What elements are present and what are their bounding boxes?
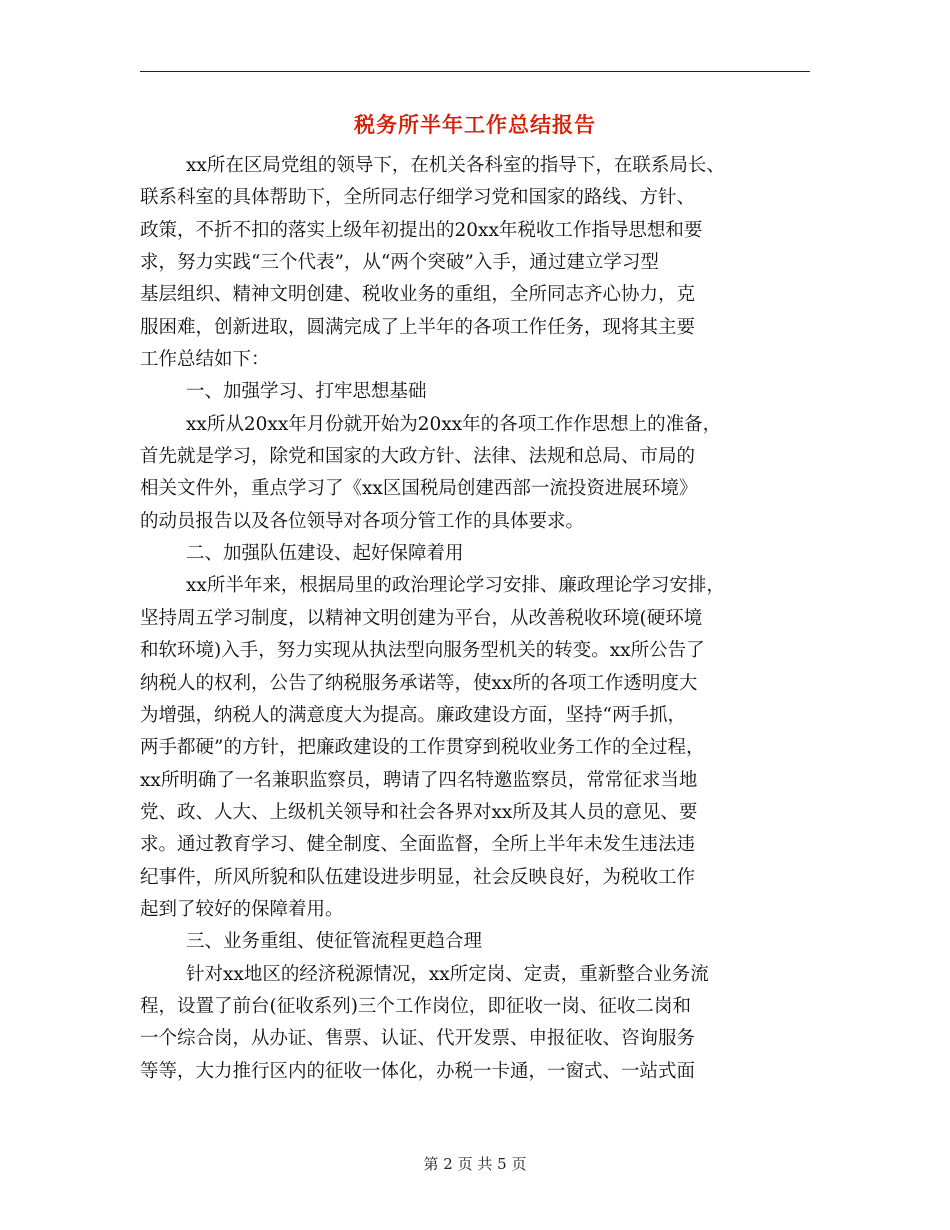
text-line: 首先就是学习，除党和国家的大政方针、法律、法规和总局、市局的 — [140, 446, 696, 468]
text-line: 求。通过教育学习、健全制度、全面监督，全所上半年未发生违法违 — [140, 834, 696, 856]
page-footer: 第 2 页 共 5 页 — [423, 1155, 527, 1173]
section-heading: 一、加强学习、打牢思想基础 — [186, 381, 427, 403]
text-line: 为增强，纳税人的满意度大为提高。廉政建设方面，坚持“两手抓， — [140, 704, 686, 726]
text-line: xx所半年来，根据局里的政治理论学习安排、廉政理论学习安排， — [186, 575, 725, 597]
text-line: xx所明确了一名兼职监察员，聘请了四名特邀监察员，常常征求当地 — [140, 769, 698, 791]
text-line: 纪事件，所风所貌和队伍建设进步明显，社会反映良好，为税收工作 — [140, 866, 696, 888]
text-line: 两手都硬”的方针，把廉政建设的工作贯穿到税收业务工作的全过程， — [140, 737, 705, 759]
text-line: 相关文件外，重点学习了《xx区国税局创建西部一流投资进展环境》 — [140, 478, 698, 500]
text-line: xx所在区局党组的领导下，在机关各科室的指导下，在联系局长、 — [186, 155, 725, 176]
text-line: 纳税人的权利，公告了纳税服务承诺等，使xx所的各项工作透明度大 — [140, 672, 698, 694]
text-line: 基层组织、精神文明创建、税收业务的重组，全所同志齐心协力，克 — [140, 284, 696, 306]
header-rule — [140, 71, 810, 72]
document-title: 税务所半年工作总结报告 — [354, 113, 596, 137]
text-line: 一个综合岗，从办证、售票、认证、代开发票、申报征收、咨询服务 — [140, 1028, 696, 1050]
document-body — [140, 150, 810, 1088]
text-line: 服困难，创新进取，圆满完成了上半年的各项工作任务，现将其主要 — [140, 316, 696, 338]
text-line: 工作总结如下： — [140, 349, 270, 371]
section-heading: 三、业务重组、使征管流程更趋合理 — [186, 931, 483, 953]
text-line: 等等，大力推行区内的征收一体化，办税一卡通，一窗式、一站式面 — [140, 1060, 696, 1082]
text-line: 政策，不折不扣的落实上级年初提出的20xx年税收工作指导思想和要 — [140, 219, 703, 241]
section-heading: 二、加强队伍建设、起好保障着用 — [186, 543, 464, 565]
text-line: 和软环境)入手，努力实现从执法型向服务型机关的转变。xx所公告了 — [140, 640, 705, 662]
text-line: 针对xx地区的经济税源情况，xx所定岗、定责，重新整合业务流 — [186, 963, 709, 985]
text-line: xx所从20xx年月份就开始为20xx年的各项工作作思想上的准备， — [186, 413, 722, 435]
text-line: 联系科室的具体帮助下，全所同志仔细学习党和国家的路线、方针、 — [140, 187, 696, 209]
text-line: 党、政、人大、上级机关领导和社会各界对xx所及其人员的意见、要 — [140, 801, 698, 823]
text-line: 起到了较好的保障着用。 — [140, 898, 344, 920]
text-line: 程，设置了前台(征收系列)三个工作岗位，即征收一岗、征收二岗和 — [140, 995, 691, 1017]
text-line: 的动员报告以及各位领导对各项分管工作的具体要求。 — [140, 510, 585, 532]
text-line: 求，努力实践“三个代表”，从“两个突破”入手，通过建立学习型 — [140, 252, 659, 274]
text-line: 坚持周五学习制度，以精神文明创建为平台，从改善税收环境(硬环境 — [140, 607, 703, 629]
